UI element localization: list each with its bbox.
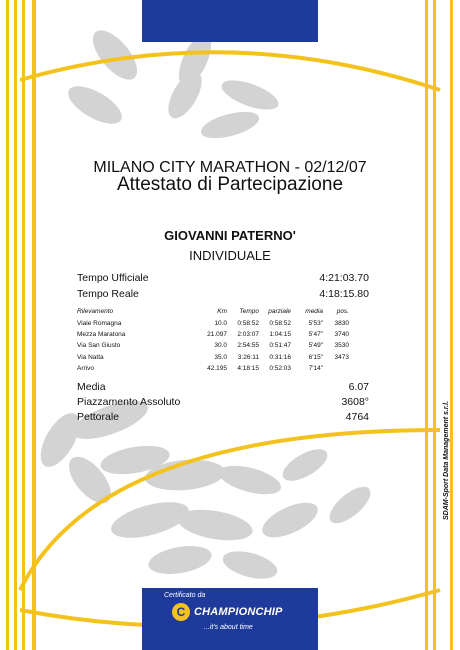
real-time-label: Tempo Reale — [77, 288, 139, 300]
header-km: Km — [217, 308, 227, 316]
cell-checkpoint: Via San Giusto — [77, 342, 121, 350]
official-time-value: 4:21:03.70 — [319, 272, 369, 284]
bib-label: Pettorale — [77, 411, 120, 423]
cell-checkpoint: Viale Romagna — [77, 319, 122, 327]
athlete-name: GIOVANNI PATERNO' — [164, 228, 296, 243]
real-time-row — [77, 288, 369, 300]
cell-time: 4:18:15 — [237, 365, 259, 373]
cell-split: 1:04:15 — [269, 330, 291, 338]
table-row — [77, 363, 369, 374]
cell-pace: 5'53" — [308, 319, 323, 327]
cell-time: 0:58:52 — [237, 319, 259, 327]
header-split: parziale — [268, 308, 291, 316]
championchip-logo — [172, 602, 283, 622]
header-position: pos. — [336, 308, 349, 316]
cell-split: 0:31:16 — [269, 353, 291, 361]
cell-pace: 5'47" — [308, 330, 323, 338]
cell-split: 0:58:52 — [269, 319, 291, 327]
cell-position: 3740 — [334, 330, 349, 338]
laurel-leaf-icon — [33, 23, 376, 584]
event-title: MILANO CITY MARATHON - 02/12/07 — [93, 159, 367, 176]
cell-pace: 5'49" — [308, 342, 323, 350]
cell-position: 3530 — [334, 342, 349, 350]
cell-time: 2:54:55 — [237, 342, 259, 350]
real-time-value: 4:18:15.80 — [319, 288, 369, 300]
footer-slogan: ...it's about time — [204, 624, 253, 631]
cell-km: 30.0 — [214, 342, 227, 350]
average-value: 6.07 — [348, 381, 369, 393]
cell-split: 0:51:47 — [269, 342, 291, 350]
header-checkpoint: Rilevamento — [77, 308, 114, 316]
cell-time: 2:03:07 — [237, 330, 259, 338]
overall-placement-label: Piazzamento Assoluto — [77, 396, 181, 408]
cell-split: 0:52:03 — [269, 365, 291, 373]
document-title: Attestato di Partecipazione — [116, 174, 344, 195]
bib-value: 4764 — [345, 411, 369, 423]
certified-by-label: Certificato da — [164, 592, 206, 599]
cell-km: 10.0 — [214, 319, 227, 327]
cell-position: 3473 — [334, 353, 349, 361]
cell-pace: 6'15" — [308, 353, 323, 361]
splits-table — [77, 306, 369, 374]
championchip-logo-icon: C — [172, 603, 190, 621]
cell-checkpoint: Mezza Maratona — [77, 330, 126, 338]
cell-position: 3830 — [334, 319, 349, 327]
side-credit: SDAM-Sport Data Management s.r.l. — [443, 400, 450, 520]
official-time-label: Tempo Ufficiale — [77, 272, 149, 284]
header-time: Tempo — [239, 308, 259, 316]
cell-km: 35.0 — [214, 353, 227, 361]
average-row — [77, 381, 369, 393]
average-label: Media — [77, 381, 106, 393]
cell-checkpoint: Via Natta — [77, 353, 104, 361]
cell-time: 3:26:11 — [237, 353, 259, 361]
table-row — [77, 329, 369, 340]
category-label: INDIVIDUALE — [189, 248, 271, 263]
cell-km: 42.195 — [207, 365, 227, 373]
table-row — [77, 340, 369, 351]
header-pace: media — [305, 308, 323, 316]
table-row — [77, 352, 369, 363]
cell-pace: 7'14" — [308, 365, 323, 373]
championchip-logo-text: CHAMPIONCHIP — [194, 606, 283, 618]
cell-km: 21.097 — [207, 330, 227, 338]
official-time-row — [77, 272, 369, 284]
overall-placement-row — [77, 396, 369, 408]
header-banner — [142, 0, 318, 42]
bib-row — [77, 411, 369, 423]
overall-placement-value: 3608° — [341, 396, 369, 408]
splits-header — [77, 306, 369, 317]
cell-checkpoint: Arrivo — [77, 365, 94, 373]
table-row — [77, 317, 369, 328]
